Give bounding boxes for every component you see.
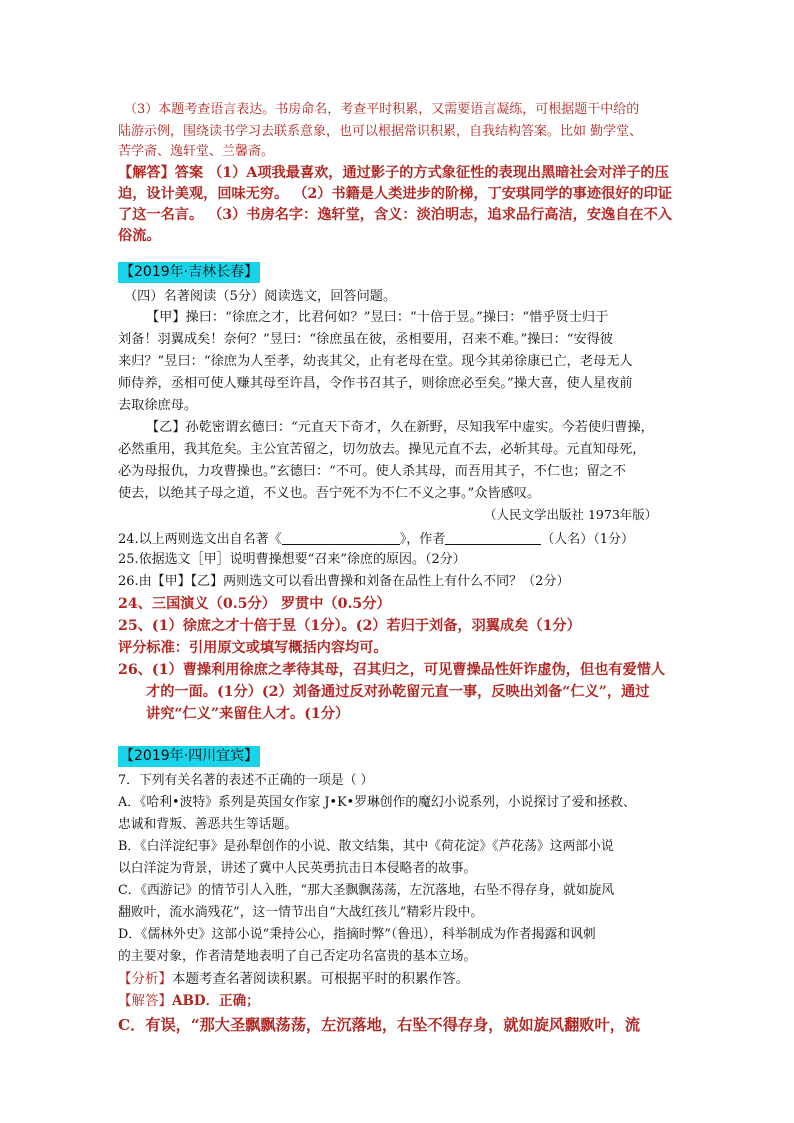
answer-line-2: 迫，设计美观，回味无穷。 （2）书籍是人类进步的阶梯，丁安琪同学的事迹很好的印证: [118, 186, 672, 202]
passage-yi-line-2: 必然重用，我其危矣。主公宜苦留之，切勿放去。操见元直不去，必斩其母。元直知母死，: [118, 442, 646, 457]
answer-tag: 【解答】: [118, 993, 172, 1009]
answer-24: 24、三国演义（0.5分） 罗贯中（0.5分）: [118, 596, 391, 612]
option-c-explanation: C．有误，“那大圣飘飘荡荡，左沉落地，右坠不得存身，就如旋风翻败叶，流: [118, 1016, 641, 1034]
passage-yi-line-1: 【乙】孙乾密谓玄德曰：“元直天下奇才，久在新野，尽知我军中虚实。今若使归曹操，: [146, 420, 654, 435]
book-title-blank[interactable]: [282, 531, 400, 545]
option-d-line-2: 的主要对象，作者清楚地表明了自己否定功名富贵的基本立场。: [118, 949, 477, 964]
analysis-tag: 【分析】: [118, 971, 172, 987]
question-25: 25.依据选文［甲］说明曹操想要“召来”徐庶的原因。（2分）: [118, 552, 466, 567]
option-a-line-2: 忠诚和背叛、善恶共生等话题。: [118, 817, 298, 832]
passage-jia-line-2: 刘备！羽翼成矣！奈何？”昱曰：“徐庶虽在彼，丞相要用，召来不难。”操曰：“安得彼: [118, 332, 614, 347]
source-tag-sichuan: 【2019年·四川宜宾】: [118, 746, 260, 767]
option-a-line-1: A．《哈利•波特》系列是英国女作家 J•K•罗琳创作的魔幻小说系列，小说探讨了爱和拯救、: [118, 795, 636, 810]
passage-jia-line-4: 师侍养，丞相可使人赚其母至许昌，令作书召其子，则徐庶必至矣。”操大喜，使人星夜前: [118, 376, 633, 391]
question-7: 7．下列有关名著的表述不正确的一项是（ ）: [118, 773, 374, 788]
scoring-standard: 评分标准：引用原文或填写概括内容均可。: [118, 640, 388, 656]
question-24-suffix: （人名）（1分）: [541, 532, 634, 547]
answer-line-3: 了这一名言。 （3）书房名字：逸轩堂，含义：淡泊明志，追求品行高洁，安逸自在不入: [118, 207, 672, 223]
passage-source: （人民文学出版社 1973年版）: [484, 507, 658, 522]
question-intro: （四）名著阅读（5分）阅读选文，回答问题。: [124, 289, 397, 304]
analysis-line-2: 陆游示例，围绕读书学习去联系意象，也可以根据常识积累，自我结构答案。比如 勤学堂、: [118, 124, 643, 139]
answer-25: 25、(1）徐庶之才十倍于昱（1分）。(2）若归于刘备，羽翼成矣（1分）: [118, 618, 581, 634]
answer-26-line-2: 才的一面。(1分）(2）刘备通过反对孙乾留元直一事，反映出刘备“仁义”，通过: [146, 684, 650, 700]
option-c-line-1: C．《西游记》的情节引人入胜，“那大圣飘飘荡荡，左沉落地，右坠不得存身，就如旋风: [118, 883, 615, 898]
passage-jia-line-1: 【甲】操曰：“徐庶之才，比君何如？”昱曰：“十倍于昱。”操曰：“惜乎贤士归于: [146, 310, 609, 325]
question-26: 26.由【甲】【乙】两则选文可以看出曹操和刘备在品性上有什么不同？（2分）: [118, 574, 570, 589]
passage-jia-line-3: 来归？”昱曰：“徐庶为人至孝，幼丧其父，止有老母在堂。现今其弟徐康已亡，老母无人: [118, 354, 633, 369]
answer-row: [118, 995, 260, 1009]
option-d-line-1: D．《儒林外史》这部小说“秉持公心，指摘时弊”（鲁迅），科举制成为作者揭露和讽刺: [118, 927, 596, 942]
option-c-line-2: 翻败叶，流水淌残花”，这一情节出自“大战红孩儿”精彩片段中。: [118, 905, 484, 920]
answer-26-line-1: 26、(1）曹操利用徐庶之孝待其母，召其归之，可见曹操品性奸诈虚伪，但也有爱惜人: [118, 662, 666, 678]
question-24-prefix: 24.以上两则选文出自名著《: [118, 532, 282, 547]
analysis-line-1: （3）本题考查语言表达。书房命名，考查平时积累，又需要语言凝练，可根据题干中给的: [124, 102, 640, 117]
passage-jia-line-5: 去取徐庶母。: [118, 398, 198, 413]
question-24: [118, 531, 634, 546]
answer-line-4: 俗流。: [118, 228, 161, 244]
source-tag-jilin: 【2019年·吉林长春】: [118, 262, 260, 283]
passage-yi-line-4: 使去，以绝其子母之道，不义也。吾宁死不为不仁不义之事。”众皆感叹。: [118, 486, 541, 501]
answer-26-line-3: 讲究“仁义”来留住人才。(1分）: [146, 706, 350, 722]
analysis-row: [118, 973, 469, 987]
author-blank[interactable]: [445, 531, 541, 545]
option-b-line-1: B．《白洋淀纪事》是孙犁创作的小说、散文结集，其中《荷花淀》《芦花荡》这两部小说: [118, 839, 614, 854]
analysis-line-3: 苦学斋、逸轩堂、兰馨斋。: [118, 144, 275, 159]
answer-line-1: 【解答】答案 （1）A项我最喜欢，通过影子的方式象征性的表现出黑暗社会对洋子的压: [118, 165, 669, 181]
option-b-line-2: 以白洋淀为背景，讲述了冀中人民英勇抗击日本侵略者的故事。: [118, 861, 477, 876]
passage-yi-line-3: 必为母报仇，力攻曹操也。”玄德曰：“不可。使人杀其母，而吾用其子，不仁也；留之不: [118, 464, 627, 479]
answer-text: ABD．正确；: [172, 993, 260, 1009]
analysis-text: 本题考查名著阅读积累。可根据平时的积累作答。: [172, 971, 469, 987]
question-24-mid: 》，作者: [399, 532, 446, 547]
